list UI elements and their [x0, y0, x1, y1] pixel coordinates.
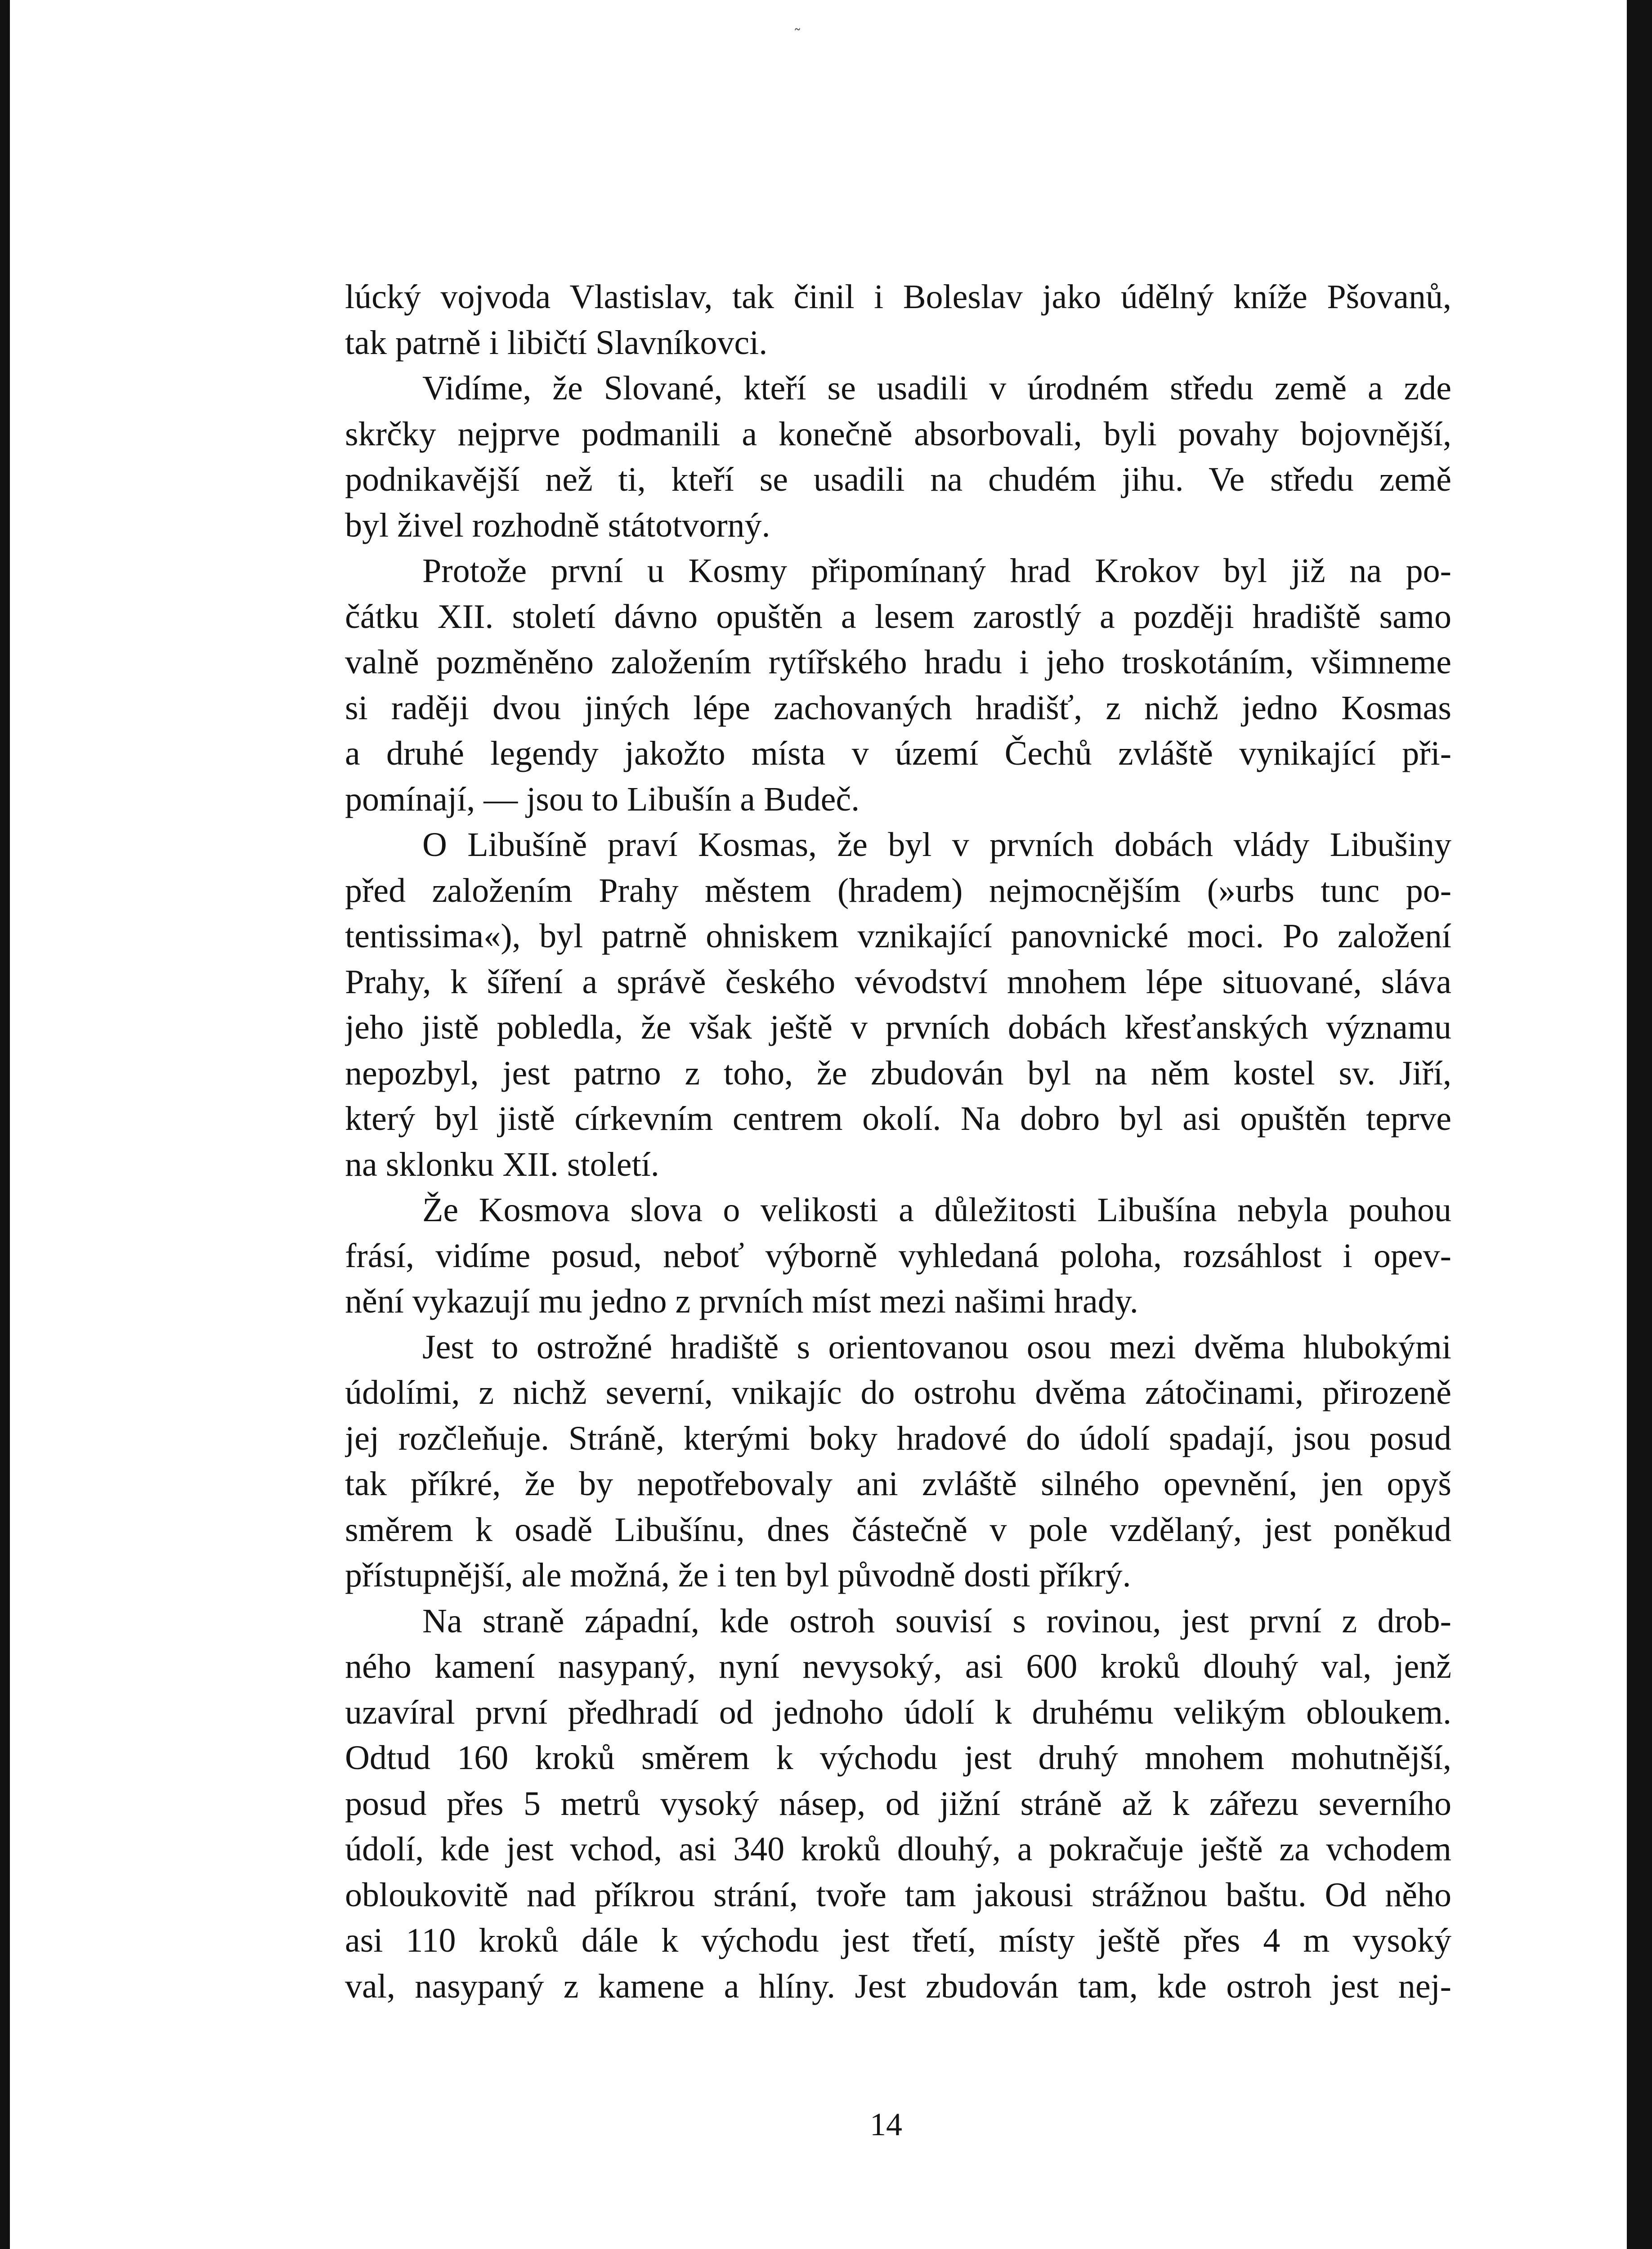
text-line: obloukovitě nad příkrou strání, tvoře tam jakousi strážnou baštu. Od něho	[345, 1876, 1451, 1914]
paragraph-4	[345, 822, 1451, 1187]
text-line: před založením Prahy městem (hradem) nejmocnějším (»urbs tunc po-	[345, 871, 1451, 909]
text-line: který byl jistě církevním centrem okolí. Na dobro byl asi opuštěn teprve	[345, 1100, 1451, 1138]
scan-border-left	[0, 0, 10, 2249]
text-line: na sklonku XII. století.	[345, 1145, 659, 1183]
text-line: tentissima«), byl patrně ohniskem vznikající panovnické moci. Po založení	[345, 917, 1451, 955]
text-line: skrčky nejprve podmanili a konečně absorbovali, byli povahy bojovnější,	[345, 415, 1451, 453]
text-line: Prahy, k šíření a správě českého vévodství mnohem lépe situované, sláva	[345, 963, 1451, 1001]
text-line: přístupnější, ale možná, že i ten byl původně dosti příkrý.	[345, 1556, 1131, 1594]
text-line: Vidíme, že Slované, kteří se usadili v úrodném středu země a zde	[422, 369, 1451, 407]
text-line: asi 110 kroků dále k východu jest třetí, místy ještě přes 4 m vysoký	[345, 1922, 1451, 1959]
text-line: Na straně západní, kde ostroh souvisí s rovinou, jest první z drob-	[422, 1602, 1451, 1640]
paragraph-1	[345, 274, 1451, 366]
scan-speck-mark: ˜	[793, 27, 801, 45]
text-line: pomínají, — jsou to Libušín a Budeč.	[345, 780, 860, 818]
text-line: Že Kosmova slova o velikosti a důležitosti Libušína nebyla pouhou	[422, 1191, 1451, 1229]
text-line: nění vykazují mu jedno z prvních míst mezi našimi hrady.	[345, 1282, 1138, 1320]
paragraph-7	[345, 1599, 1451, 2010]
text-line: Jest to ostrožné hradiště s orientovanou osou mezi dvěma hlubokými	[422, 1328, 1451, 1366]
text-line: čátku XII. století dávno opuštěn a lesem zarostlý a později hradiště samo	[345, 597, 1451, 636]
text-line: jej rozčleňuje. Stráně, kterými boky hradové do údolí spadají, jsou posud	[345, 1419, 1451, 1457]
text-line: lúcký vojvoda Vlastislav, tak činil i Boleslav jako údělný kníže Pšovanů,	[345, 278, 1451, 316]
paragraph-3	[345, 548, 1451, 822]
text-line: frásí, vidíme posud, neboť výborně vyhledaná poloha, rozsáhlost i opev-	[345, 1237, 1451, 1275]
paragraph-6	[345, 1325, 1451, 1599]
page-number: 14	[870, 2106, 902, 2142]
text-line: valně pozměněno založením rytířského hradu i jeho troskotáním, všimneme	[345, 643, 1451, 681]
text-line: val, nasypaný z kamene a hlíny. Jest zbudován tam, kde ostroh jest nej-	[345, 1967, 1451, 2005]
text-line: si raději dvou jiných lépe zachovaných hradišť, z nichž jedno Kosmas	[345, 689, 1451, 727]
paragraph-5	[345, 1187, 1451, 1325]
text-line: podnikavější než ti, kteří se usadili na chudém jihu. Ve středu země	[345, 461, 1451, 498]
text-line: tak patrně i libičtí Slavníkovci.	[345, 323, 768, 362]
text-line: údolí, kde jest vchod, asi 340 kroků dlouhý, a pokračuje ještě za vchodem	[345, 1830, 1451, 1868]
text-line: údolími, z nichž severní, vnikajíc do ostrohu dvěma zátočinami, přirozeně	[345, 1374, 1451, 1411]
text-line: tak příkré, že by nepotřebovaly ani zvláště silného opevnění, jen opyš	[345, 1465, 1451, 1503]
text-line: směrem k osadě Libušínu, dnes částečně v pole vzdělaný, jest poněkud	[345, 1510, 1451, 1549]
text-line: jeho jistě pobledla, že však ještě v prvních dobách křesťanských významu	[345, 1008, 1451, 1046]
text-line: Odtud 160 kroků směrem k východu jest druhý mnohem mohutnější,	[345, 1739, 1451, 1777]
body-text	[345, 274, 1451, 2009]
text-line: O Libušíně praví Kosmas, že byl v prvních dobách vlády Libušiny	[422, 826, 1451, 864]
text-line: posud přes 5 metrů vysoký násep, od jižní stráně až k zářezu severního	[345, 1784, 1451, 1823]
text-line: uzavíral první předhradí od jednoho údolí k druhému velikým obloukem.	[345, 1693, 1451, 1731]
text-line: Protože první u Kosmy připomínaný hrad Krokov byl již na po-	[422, 552, 1451, 590]
text-line: nepozbyl, jest patrno z toho, že zbudován byl na něm kostel sv. Jiří,	[345, 1054, 1451, 1092]
text-line: ného kamení nasypaný, nyní nevysoký, asi 600 kroků dlouhý val, jenž	[345, 1648, 1451, 1685]
scan-border-right	[1627, 0, 1652, 2249]
text-line: byl živel rozhodně státotvorný.	[345, 506, 770, 544]
paragraph-2	[345, 366, 1451, 548]
text-line: a druhé legendy jakožto místa v území Čechů zvláště vynikající při-	[345, 735, 1451, 772]
